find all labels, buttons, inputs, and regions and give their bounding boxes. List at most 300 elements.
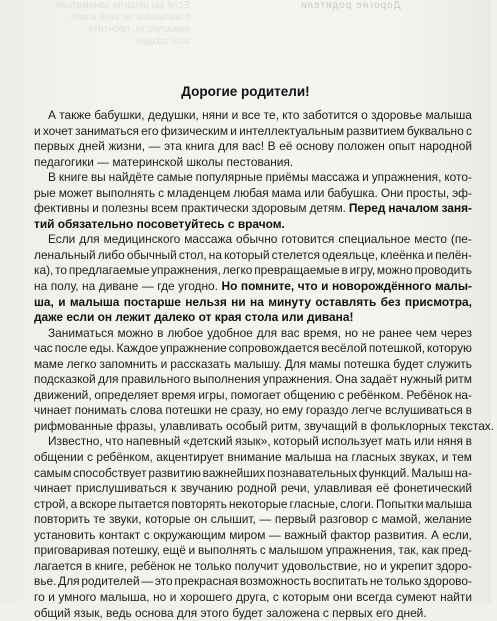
word: сумеют [396, 590, 437, 606]
word: этого [201, 606, 233, 621]
text-line [34, 232, 472, 248]
word: легко [223, 263, 253, 279]
word: бабушка. [327, 186, 378, 202]
word: весёлой [321, 341, 367, 357]
word: но [345, 326, 358, 342]
word: и [170, 590, 177, 606]
word: детям. [309, 201, 346, 217]
text-line [34, 326, 472, 342]
text-line [34, 310, 472, 326]
word: и [362, 170, 369, 186]
word: ему [282, 403, 303, 419]
word: вслушиваться [385, 403, 463, 419]
word: чинает [34, 481, 72, 497]
text-line [34, 543, 472, 559]
word: для [98, 372, 118, 388]
bold-word: посоветуйтесь [137, 217, 228, 233]
word: — [259, 512, 271, 528]
word: звуках, [400, 450, 439, 466]
word: запомнить [99, 357, 157, 373]
word: найти [440, 590, 472, 606]
word: эф- [452, 186, 472, 202]
bold-word: дивана! [307, 310, 357, 326]
word: акцентирует [156, 450, 224, 466]
word: и [442, 450, 449, 466]
word: напевный [126, 434, 180, 450]
word: диване [99, 279, 139, 295]
word: общению [284, 388, 336, 404]
text-line [34, 434, 472, 450]
word: нужный [400, 372, 442, 388]
word: младенцем [167, 186, 230, 202]
bold-word: заня- [442, 201, 472, 217]
word: потешку, [112, 543, 160, 559]
word: звучанию [180, 481, 232, 497]
word: основу [296, 139, 334, 155]
word: просты, [406, 186, 449, 202]
word: если, [442, 528, 471, 544]
word: либо [98, 248, 125, 264]
text-line [34, 263, 472, 279]
word: звучащий [304, 419, 361, 435]
word: которую [427, 341, 472, 357]
word: улавливать [160, 419, 226, 435]
word: через [441, 326, 472, 342]
word: установить [34, 528, 95, 544]
word: — [97, 155, 112, 171]
word: с [338, 388, 344, 404]
word: внимание [227, 450, 281, 466]
word: друга, [236, 590, 269, 606]
word: функций. [359, 466, 410, 482]
word: здорово- [423, 574, 472, 590]
word: который [224, 248, 269, 264]
word: всем [151, 201, 178, 217]
word: особый [226, 419, 271, 435]
word: (пе- [451, 232, 472, 248]
word: которые [145, 512, 190, 528]
word: специальное [338, 232, 410, 248]
word: потешкой, [369, 341, 425, 357]
word: и [189, 543, 196, 559]
text-line [34, 124, 472, 140]
word: народной [419, 139, 472, 155]
word: клеёнка [380, 248, 424, 264]
word: его [376, 606, 397, 621]
word: малыша, [100, 590, 150, 606]
word: ка), [34, 263, 53, 279]
bold-word: даже [34, 310, 66, 326]
word: слоги. [340, 497, 374, 513]
word: с [372, 512, 378, 528]
word: пелён- [435, 248, 472, 264]
word: развитием [346, 124, 404, 140]
word: — [141, 574, 153, 590]
word: час [34, 341, 53, 357]
word: школы [187, 155, 227, 171]
word: фольклорных [370, 419, 449, 435]
word: чинает [34, 403, 72, 419]
word: и [380, 559, 387, 575]
word: Попытки [376, 497, 423, 513]
word: кто [282, 108, 299, 124]
word: упражнения, [372, 170, 442, 186]
word: малышу. [234, 357, 282, 373]
word: но [153, 590, 166, 606]
bold-word: присмотра, [405, 295, 472, 311]
word: физическим [161, 124, 228, 140]
text-line [34, 108, 472, 124]
word: о [361, 108, 368, 124]
word: малышом [269, 543, 324, 559]
word: в [157, 326, 163, 342]
word: вы [91, 170, 106, 186]
word: самым [34, 466, 71, 482]
word: Заниматься [48, 326, 114, 342]
word: на [34, 279, 47, 295]
bold-word: помните, [241, 279, 294, 295]
bold-word: стола [245, 310, 282, 326]
word: ленальный [34, 248, 96, 264]
word: основа [135, 606, 177, 621]
word: Каждое [116, 341, 158, 357]
word: также [59, 108, 91, 124]
word: как [422, 543, 439, 559]
word: книге, [95, 559, 127, 575]
bold-word: с [228, 217, 238, 233]
word: Для [58, 574, 79, 590]
word: что [105, 434, 123, 450]
word: упражнения. [263, 372, 333, 388]
word: — [142, 279, 154, 295]
body-text [34, 108, 472, 621]
word: её [376, 481, 389, 497]
word: малыша [285, 450, 331, 466]
word: жизни, [108, 139, 145, 155]
word: кото- [444, 170, 472, 186]
word: возможность [240, 574, 312, 590]
word: рые [34, 186, 56, 202]
bold-word: Перед [349, 201, 386, 217]
word: с [144, 528, 150, 544]
word: рифмованные [34, 419, 116, 435]
word: важнейших [203, 466, 266, 482]
word: педагогики [34, 155, 97, 171]
word: родной [237, 481, 277, 497]
text-line [34, 372, 472, 388]
word: легче [351, 403, 382, 419]
word: обычный [127, 248, 177, 264]
word: буквально [407, 124, 464, 140]
word: умного [58, 590, 96, 606]
word: здоро- [436, 559, 472, 575]
word: то [55, 263, 67, 279]
word: не [362, 326, 375, 342]
word: упражнения, [326, 543, 396, 559]
word: потешка [344, 357, 390, 373]
word: одеяльце, [322, 248, 378, 264]
bold-word: на [250, 295, 264, 311]
text-line [34, 388, 472, 404]
word: с [273, 590, 279, 606]
word: первых [332, 606, 376, 621]
word: ещё [163, 543, 186, 559]
word: Она [335, 372, 357, 388]
word: правильного [121, 372, 191, 388]
bold-word: если [66, 310, 97, 326]
word: фразы, [116, 419, 159, 435]
word: А [48, 108, 56, 124]
word: для [218, 139, 238, 155]
word: можно [117, 326, 153, 342]
page-title: Дорогие родители! [0, 84, 491, 100]
word: общении [34, 450, 84, 466]
word: мамы [309, 357, 341, 373]
bold-word: обязательно [58, 217, 137, 233]
word: приёмы [265, 170, 308, 186]
text-line [34, 155, 472, 171]
word: движений, [34, 388, 92, 404]
word: который [273, 434, 318, 450]
word: первый [275, 512, 316, 528]
word: на [335, 450, 348, 466]
word: где [157, 279, 174, 295]
word: «детский [183, 434, 233, 450]
word: они [333, 590, 353, 606]
word: для [177, 606, 201, 621]
word: заботится [303, 108, 358, 124]
word: но [266, 403, 279, 419]
word: можно [377, 263, 413, 279]
word: угодно. [178, 279, 218, 295]
word: будет [393, 357, 424, 373]
word: укрепит [390, 559, 433, 575]
bold-word: минуту [268, 295, 311, 311]
text-line [34, 419, 472, 435]
word: и [48, 590, 55, 606]
word: с [87, 450, 93, 466]
bold-word: оставлять [315, 295, 376, 311]
word: предлагаемые [69, 263, 150, 279]
word: строй, [34, 497, 69, 513]
word: массажа [184, 232, 232, 248]
bleed-line: Если вы решили заниматься [30, 0, 190, 12]
word: улавливая [314, 481, 372, 497]
word: няни [202, 108, 228, 124]
word: мама [272, 186, 302, 202]
text-line [34, 403, 472, 419]
word: гласные, [290, 497, 339, 513]
word: бабушки, [94, 108, 144, 124]
word: легко [67, 357, 97, 373]
text-line [34, 528, 472, 544]
word: еды. [89, 341, 114, 357]
word: после [55, 341, 88, 357]
word: понимать [75, 403, 127, 419]
word: ребёнок [130, 559, 175, 575]
text-line [34, 466, 472, 482]
word: игры, [198, 388, 227, 404]
word: дней. [397, 606, 430, 621]
word: на- [455, 466, 472, 482]
word: язык», [235, 434, 271, 450]
word: первых [34, 139, 74, 155]
bleed-line: с малышом по этой книге, [30, 12, 190, 24]
bold-word: Но [222, 279, 238, 295]
word: речи, [281, 481, 310, 497]
word: с [158, 186, 164, 202]
word: её [279, 139, 292, 155]
word: — [149, 139, 161, 155]
word: разговор [320, 512, 369, 528]
word: время [161, 388, 195, 404]
word: потешки [165, 403, 211, 419]
word: желание [424, 512, 472, 528]
word: прислушиваться [76, 481, 167, 497]
word: общий [34, 606, 74, 621]
word: в [361, 419, 371, 435]
word: ритм [445, 372, 472, 388]
word: в [466, 403, 472, 419]
word: не [178, 559, 191, 575]
word: практически [181, 201, 249, 217]
bold-word: он [98, 310, 116, 326]
bold-word: и [321, 279, 328, 295]
word: слова [130, 403, 162, 419]
word: которым [282, 590, 329, 606]
word: книге [59, 170, 88, 186]
word: мамой, [381, 512, 421, 528]
word: фактор [330, 528, 370, 544]
word: упражнение [160, 341, 227, 357]
word: его [141, 124, 158, 140]
word: на [209, 248, 222, 264]
word: превращаемые [254, 263, 340, 279]
bold-word: нельзя [185, 295, 227, 311]
word: заложена [266, 606, 323, 621]
text-line [34, 512, 472, 528]
word: дней [78, 139, 105, 155]
word: на- [455, 388, 472, 404]
bold-word: далеко [154, 310, 199, 326]
word: время, [304, 326, 341, 342]
word: пестования. [227, 155, 297, 171]
word: интеллектуальным [239, 124, 344, 140]
word: и [161, 357, 168, 373]
word: Малыш [411, 466, 453, 482]
word: пред- [442, 543, 472, 559]
word: гласных [351, 450, 396, 466]
word: книга [185, 139, 214, 155]
word: медицинского [104, 232, 181, 248]
word: контакт [99, 528, 140, 544]
word: Если [48, 232, 75, 248]
text-line [34, 606, 472, 621]
word: здоровым [252, 201, 307, 217]
word: полу, [51, 279, 79, 295]
bold-word: лежит [115, 310, 154, 326]
word: выполнения [193, 372, 260, 388]
word: повторить [34, 512, 90, 528]
word: слышит, [211, 512, 256, 528]
word: так, [398, 543, 418, 559]
word: вье. [34, 574, 56, 590]
word: удобное [207, 326, 253, 342]
word: некоторые [229, 497, 288, 513]
word: гораздо [306, 403, 349, 419]
word: это [155, 574, 173, 590]
word: вас [281, 326, 300, 342]
word: маме [34, 357, 64, 373]
text-line [34, 201, 472, 217]
bold-word: что [298, 279, 318, 295]
word: использует [321, 434, 382, 450]
word: для [257, 326, 277, 342]
bold-word: ша, [34, 295, 54, 311]
text-line [34, 279, 472, 295]
word: прекрасная [174, 574, 238, 590]
word: Известно, [48, 434, 103, 450]
bold-word: тий [34, 217, 58, 233]
bold-word: малыша [70, 295, 119, 311]
word: повторять [171, 497, 227, 513]
word: или [304, 186, 324, 202]
word: только [195, 559, 232, 575]
text-line [34, 357, 472, 373]
text-line [34, 139, 472, 155]
word: ведь [106, 606, 135, 621]
word: здоровье [371, 108, 422, 124]
word: в [342, 263, 348, 279]
word: и [426, 248, 433, 264]
word: тем [452, 450, 472, 466]
word: мать [385, 434, 411, 450]
word: получит [235, 559, 279, 575]
word: Они [381, 186, 403, 202]
word: для [79, 232, 99, 248]
word: няня [437, 434, 463, 450]
word: фективны [34, 201, 89, 217]
word: массажа [311, 170, 359, 186]
bold-word: врачом. [238, 217, 288, 233]
word: го [34, 590, 45, 606]
word: эта [164, 139, 182, 155]
bold-word: края [215, 310, 245, 326]
word: может [59, 186, 93, 202]
text-line [34, 248, 472, 264]
word: проводить [414, 263, 471, 279]
word: служить [427, 357, 472, 373]
word: — [269, 528, 281, 544]
word: вскоре [79, 497, 116, 513]
word: всегда [356, 590, 392, 606]
word: выполнять [198, 543, 257, 559]
word: малыша [425, 108, 471, 124]
word: положен [337, 139, 384, 155]
word: все [242, 108, 261, 124]
word: стелется [272, 248, 320, 264]
word: не [370, 574, 383, 590]
word: и [92, 201, 99, 217]
word: язык, [74, 606, 106, 621]
word: стол, [179, 248, 207, 264]
word: родителей [81, 574, 139, 590]
bleed-through-header: Дорогие родители [300, 0, 401, 11]
word: те, [264, 108, 279, 124]
word: с [323, 606, 332, 621]
word: ранее [379, 326, 412, 342]
word: будет [232, 606, 266, 621]
